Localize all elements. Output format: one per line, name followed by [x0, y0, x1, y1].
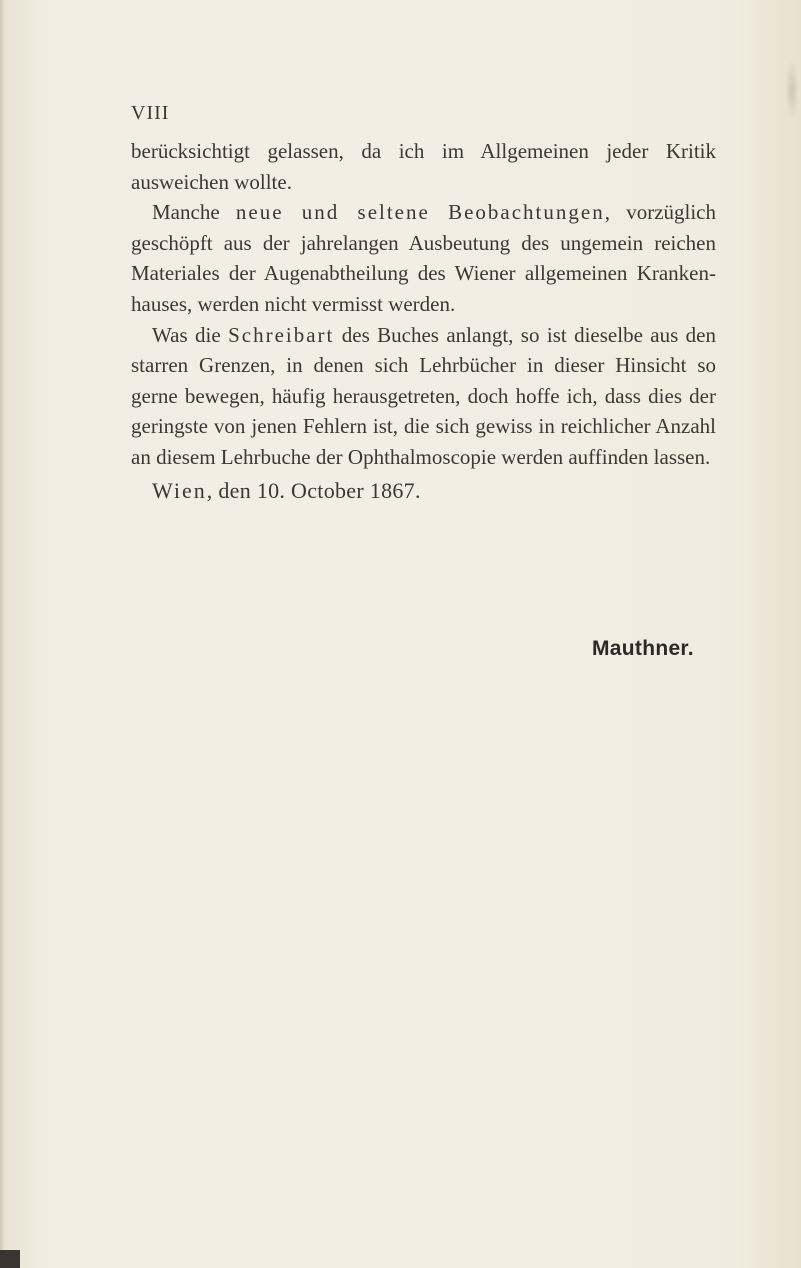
scan-corner-mark: [0, 1250, 20, 1268]
paragraph-3: [131, 320, 716, 473]
page-number: VIII: [131, 102, 170, 124]
paragraph-2-emphasis: neue und seltene Beobachtungen: [235, 200, 605, 225]
page-edge-shadow: [0, 0, 5, 1268]
dateline: [131, 476, 716, 507]
paragraph-3-prefix: Was die: [152, 322, 229, 347]
dateline-date: , den 10. October 1867.: [206, 477, 421, 503]
page-text-block: [131, 98, 716, 506]
author-signature: Mauthner.: [592, 637, 694, 660]
paragraph-1-text: berücksichtigt gelassen, da ich im Allgemeinen jeder Kritik ausweichen wollte.: [131, 139, 716, 194]
paragraph-2: [131, 197, 716, 319]
paper-smudge: [785, 60, 799, 120]
paragraph-3-suffix: des Buches anlangt, so ist dieselbe aus den starren Grenzen, in denen sich Lehrbücher in dieser Hinsicht so gerne bewegen, häufig herausgetreten, doch hoffe ich, dass dies der geringste von jenen Fehlern ist, die sich gewiss in reichlicher Anzahl an diesem Lehrbuche der Ophthalmoscopie werden auffinden lassen.: [131, 322, 716, 469]
paragraph-2-prefix: Manche: [152, 200, 236, 225]
paragraph-3-emphasis: Schreibart: [228, 322, 335, 347]
dateline-place: Wien: [152, 477, 207, 503]
paragraph-1: [131, 136, 716, 197]
paragraph-2-suffix: , vorzüglich geschöpft aus der jahrelangen Ausbeutung des ungemein reichen Materiales der Augenabtheilung des Wiener allgemeinen Kranken-hauses, werden nicht vermisst werden.: [131, 200, 717, 316]
